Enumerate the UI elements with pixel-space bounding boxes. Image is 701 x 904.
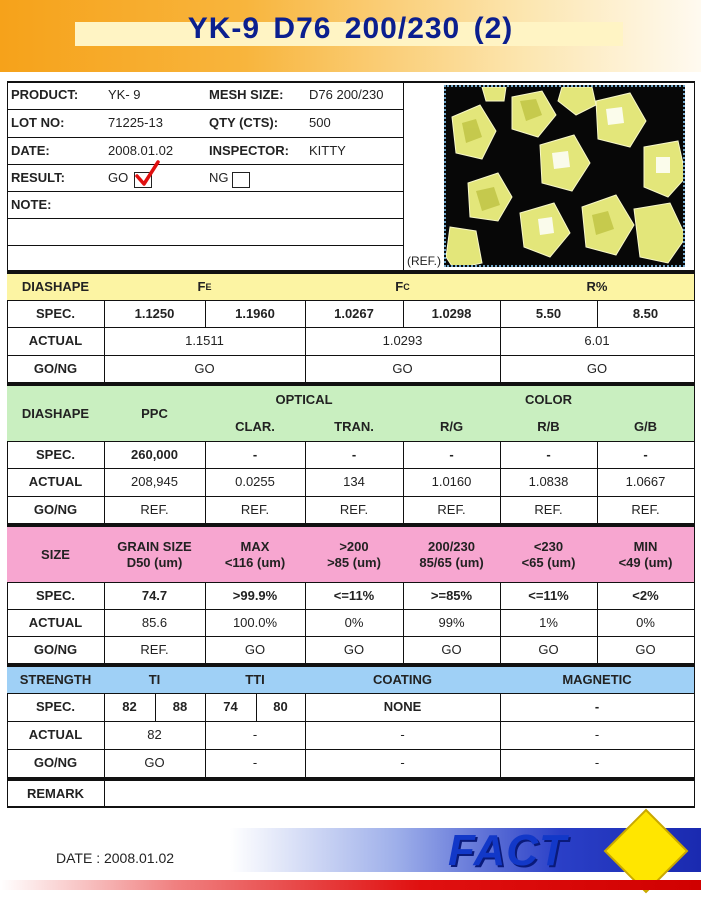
grid-line <box>694 665 695 779</box>
fc-header <box>305 274 500 300</box>
size-col-line-2: <49 (um) <box>618 554 673 570</box>
grid-line <box>694 81 695 272</box>
actual-value: - <box>594 727 600 742</box>
grid-line <box>104 779 105 806</box>
grid-line <box>403 81 404 272</box>
ppc-header: PPC <box>104 386 205 441</box>
actual-value: 1.0160 <box>431 474 472 489</box>
actual-value: 100.0% <box>232 614 278 630</box>
remark-label: REMARK <box>26 785 85 801</box>
gong-value: GO <box>343 641 365 657</box>
gong-value: GO <box>244 641 266 657</box>
actual-value: 1% <box>539 614 558 630</box>
actual-value: - <box>400 727 405 742</box>
spec-label: SPEC. <box>35 305 75 321</box>
spec-value: 1.0267 <box>334 305 374 321</box>
gong-value: - <box>252 755 258 770</box>
size-col-line-1: MIN <box>633 538 658 554</box>
gong-value: GO <box>144 755 165 770</box>
diamond-crystals-image <box>446 87 685 267</box>
r-percent-header: R% <box>500 274 694 300</box>
fe-sub: E <box>205 282 212 292</box>
spec-value: <=11% <box>333 587 375 603</box>
size-col-line-1: GRAIN SIZE <box>117 538 192 554</box>
lot-label: LOT NO: <box>11 115 65 130</box>
spec-value: - <box>594 699 600 714</box>
actual-value: 99% <box>438 614 465 630</box>
gong-label: GO/NG <box>33 501 78 517</box>
grid-line <box>7 779 694 781</box>
footer-red-bar <box>0 880 701 890</box>
fact-logo: FACT <box>448 826 567 875</box>
spec-value: >=85% <box>430 587 473 603</box>
spec-label: SPEC. <box>35 587 75 603</box>
actual-value: 1.0293 <box>382 333 423 348</box>
grid-line <box>694 272 695 384</box>
gong-value: REF. <box>339 501 369 517</box>
spec-value: 1.1960 <box>235 305 275 321</box>
grid-line <box>694 525 695 665</box>
spec-value: 1.0298 <box>431 305 472 321</box>
gong-value: GO <box>194 360 215 376</box>
ng-checkbox <box>232 172 250 188</box>
spec-value: 82 <box>122 699 137 714</box>
gong-value: - <box>400 755 405 770</box>
actual-value: 0% <box>636 614 655 630</box>
diamond-photo <box>444 85 685 267</box>
diashape-header-2: DIASHAPE <box>7 386 104 441</box>
spec-value: - <box>449 446 454 462</box>
size-col-line-2: <65 (um) <box>521 554 576 570</box>
spec-value: 74.7 <box>141 587 168 603</box>
spec-value: NONE <box>383 699 422 714</box>
actual-value: 6.01 <box>584 333 610 348</box>
gong-label: GO/NG <box>33 755 78 770</box>
gong-value: REF. <box>140 641 169 657</box>
actual-value: 134 <box>343 474 365 489</box>
gong-label: GO/NG <box>33 641 78 657</box>
color-header: COLOR <box>403 386 694 413</box>
actual-value: 1.0838 <box>528 474 569 489</box>
spec-value: 80 <box>273 699 288 714</box>
product-label: PRODUCT: <box>11 87 79 102</box>
gong-value: GO <box>392 360 413 376</box>
gong-value: GO <box>538 641 559 657</box>
spec-value: 5.50 <box>535 305 562 321</box>
check-mark-icon <box>134 160 160 186</box>
spec-value: - <box>351 446 357 462</box>
actual-value: 1.0667 <box>625 474 666 489</box>
grid-line <box>7 806 694 808</box>
size-col-header <box>500 527 597 582</box>
result-label: RESULT: <box>11 169 65 185</box>
size-col-header <box>403 527 500 582</box>
footer-date: DATE : 2008.01.02 <box>56 850 175 866</box>
spec-value: 74 <box>223 699 238 714</box>
gong-value: REF. <box>240 501 270 517</box>
spec-value: 8.50 <box>632 305 659 321</box>
size-col-line-2: D50 (um) <box>126 554 183 570</box>
note-label: NOTE: <box>11 196 52 212</box>
optical-col-header: TRAN. <box>305 413 403 441</box>
fe-header <box>104 274 305 300</box>
gong-value: GO <box>635 641 656 657</box>
size-col-header <box>305 527 403 582</box>
spec-value: - <box>252 446 258 462</box>
fe-label: F <box>197 279 206 294</box>
size-col-header <box>597 527 694 582</box>
gong-value: GO <box>441 641 462 657</box>
spec-value: <2% <box>632 587 659 603</box>
grid-line <box>694 384 695 525</box>
spec-label: SPEC. <box>35 446 75 462</box>
gong-label: GO/NG <box>33 360 78 376</box>
date-label-2: INSPECTOR: <box>209 142 289 158</box>
size-header: SIZE <box>7 527 104 582</box>
fc-label: F <box>395 279 404 294</box>
magnetic-header: MAGNETIC <box>500 667 694 693</box>
diashape-header: DIASHAPE <box>7 274 104 300</box>
actual-value: 208,945 <box>131 474 178 489</box>
optical-header: OPTICAL <box>205 386 403 413</box>
lot-value: 71225-13 <box>108 115 163 130</box>
gong-value: REF. <box>631 501 660 517</box>
optical-col-header: CLAR. <box>205 413 305 441</box>
date-label: DATE: <box>11 142 50 158</box>
spec-value: 88 <box>172 699 188 714</box>
actual-value: 0% <box>344 614 364 630</box>
spec-value: >99.9% <box>232 587 278 603</box>
product-label-2: MESH SIZE: <box>209 87 284 102</box>
actual-value: 1.1511 <box>185 333 224 348</box>
size-col-header <box>104 527 205 582</box>
actual-value: - <box>252 727 258 742</box>
size-col-line-2: >85 (um) <box>327 554 381 570</box>
product-value-2: D76 200/230 <box>309 87 384 102</box>
actual-value: 85.6 <box>141 614 168 630</box>
gong-value: REF. <box>534 501 563 517</box>
actual-value: 82 <box>147 727 162 742</box>
actual-label: ACTUAL <box>28 333 83 348</box>
actual-label: ACTUAL <box>28 474 83 489</box>
grid-line <box>7 218 403 219</box>
product-value: YK- 9 <box>108 87 141 102</box>
gong-value: GO <box>586 360 608 376</box>
grid-line <box>694 779 695 808</box>
result-ng-label: NG <box>209 169 229 185</box>
optical-col-header: G/B <box>597 413 694 441</box>
gong-value: REF. <box>437 501 466 517</box>
gong-value: - <box>594 755 600 770</box>
actual-value: 0.0255 <box>235 474 275 489</box>
page-title: YK-9 D76 200/230 (2) <box>187 12 514 45</box>
size-col-line-2: 85/65 (um) <box>419 554 484 570</box>
tti-header: TTI <box>205 667 305 693</box>
date-value-2: KITTY <box>309 142 346 158</box>
optical-col-header: R/G <box>403 413 500 441</box>
spec-value: - <box>643 446 648 462</box>
size-col-line-1: 200/230 <box>428 538 475 554</box>
actual-label: ACTUAL <box>28 727 83 742</box>
spec-value: <=11% <box>528 587 569 603</box>
ti-header: TI <box>104 667 205 693</box>
fc-sub: C <box>403 282 410 292</box>
size-col-line-1: MAX <box>240 538 270 554</box>
actual-label: ACTUAL <box>28 614 83 630</box>
date-value: 2008.01.02 <box>108 142 174 158</box>
result-go-label: GO <box>108 169 129 185</box>
size-col-line-1: <230 <box>533 538 564 554</box>
coating-header: COATING <box>305 667 500 693</box>
strength-header: STRENGTH <box>7 667 104 693</box>
spec-value: - <box>546 446 551 462</box>
spec-label: SPEC. <box>35 699 75 714</box>
size-col-line-1: >200 <box>339 538 369 554</box>
size-col-header <box>205 527 305 582</box>
grid-line <box>7 245 403 246</box>
lot-value-2: 500 <box>309 115 331 130</box>
spec-value: 260,000 <box>131 446 178 462</box>
size-col-line-2: <116 (um) <box>224 554 286 570</box>
gong-value: REF. <box>140 501 169 517</box>
photo-ref-label: (REF.) <box>407 254 441 268</box>
lot-label-2: QTY (CTS): <box>209 115 279 130</box>
spec-value: 1.1250 <box>134 305 175 321</box>
optical-col-header: R/B <box>500 413 597 441</box>
